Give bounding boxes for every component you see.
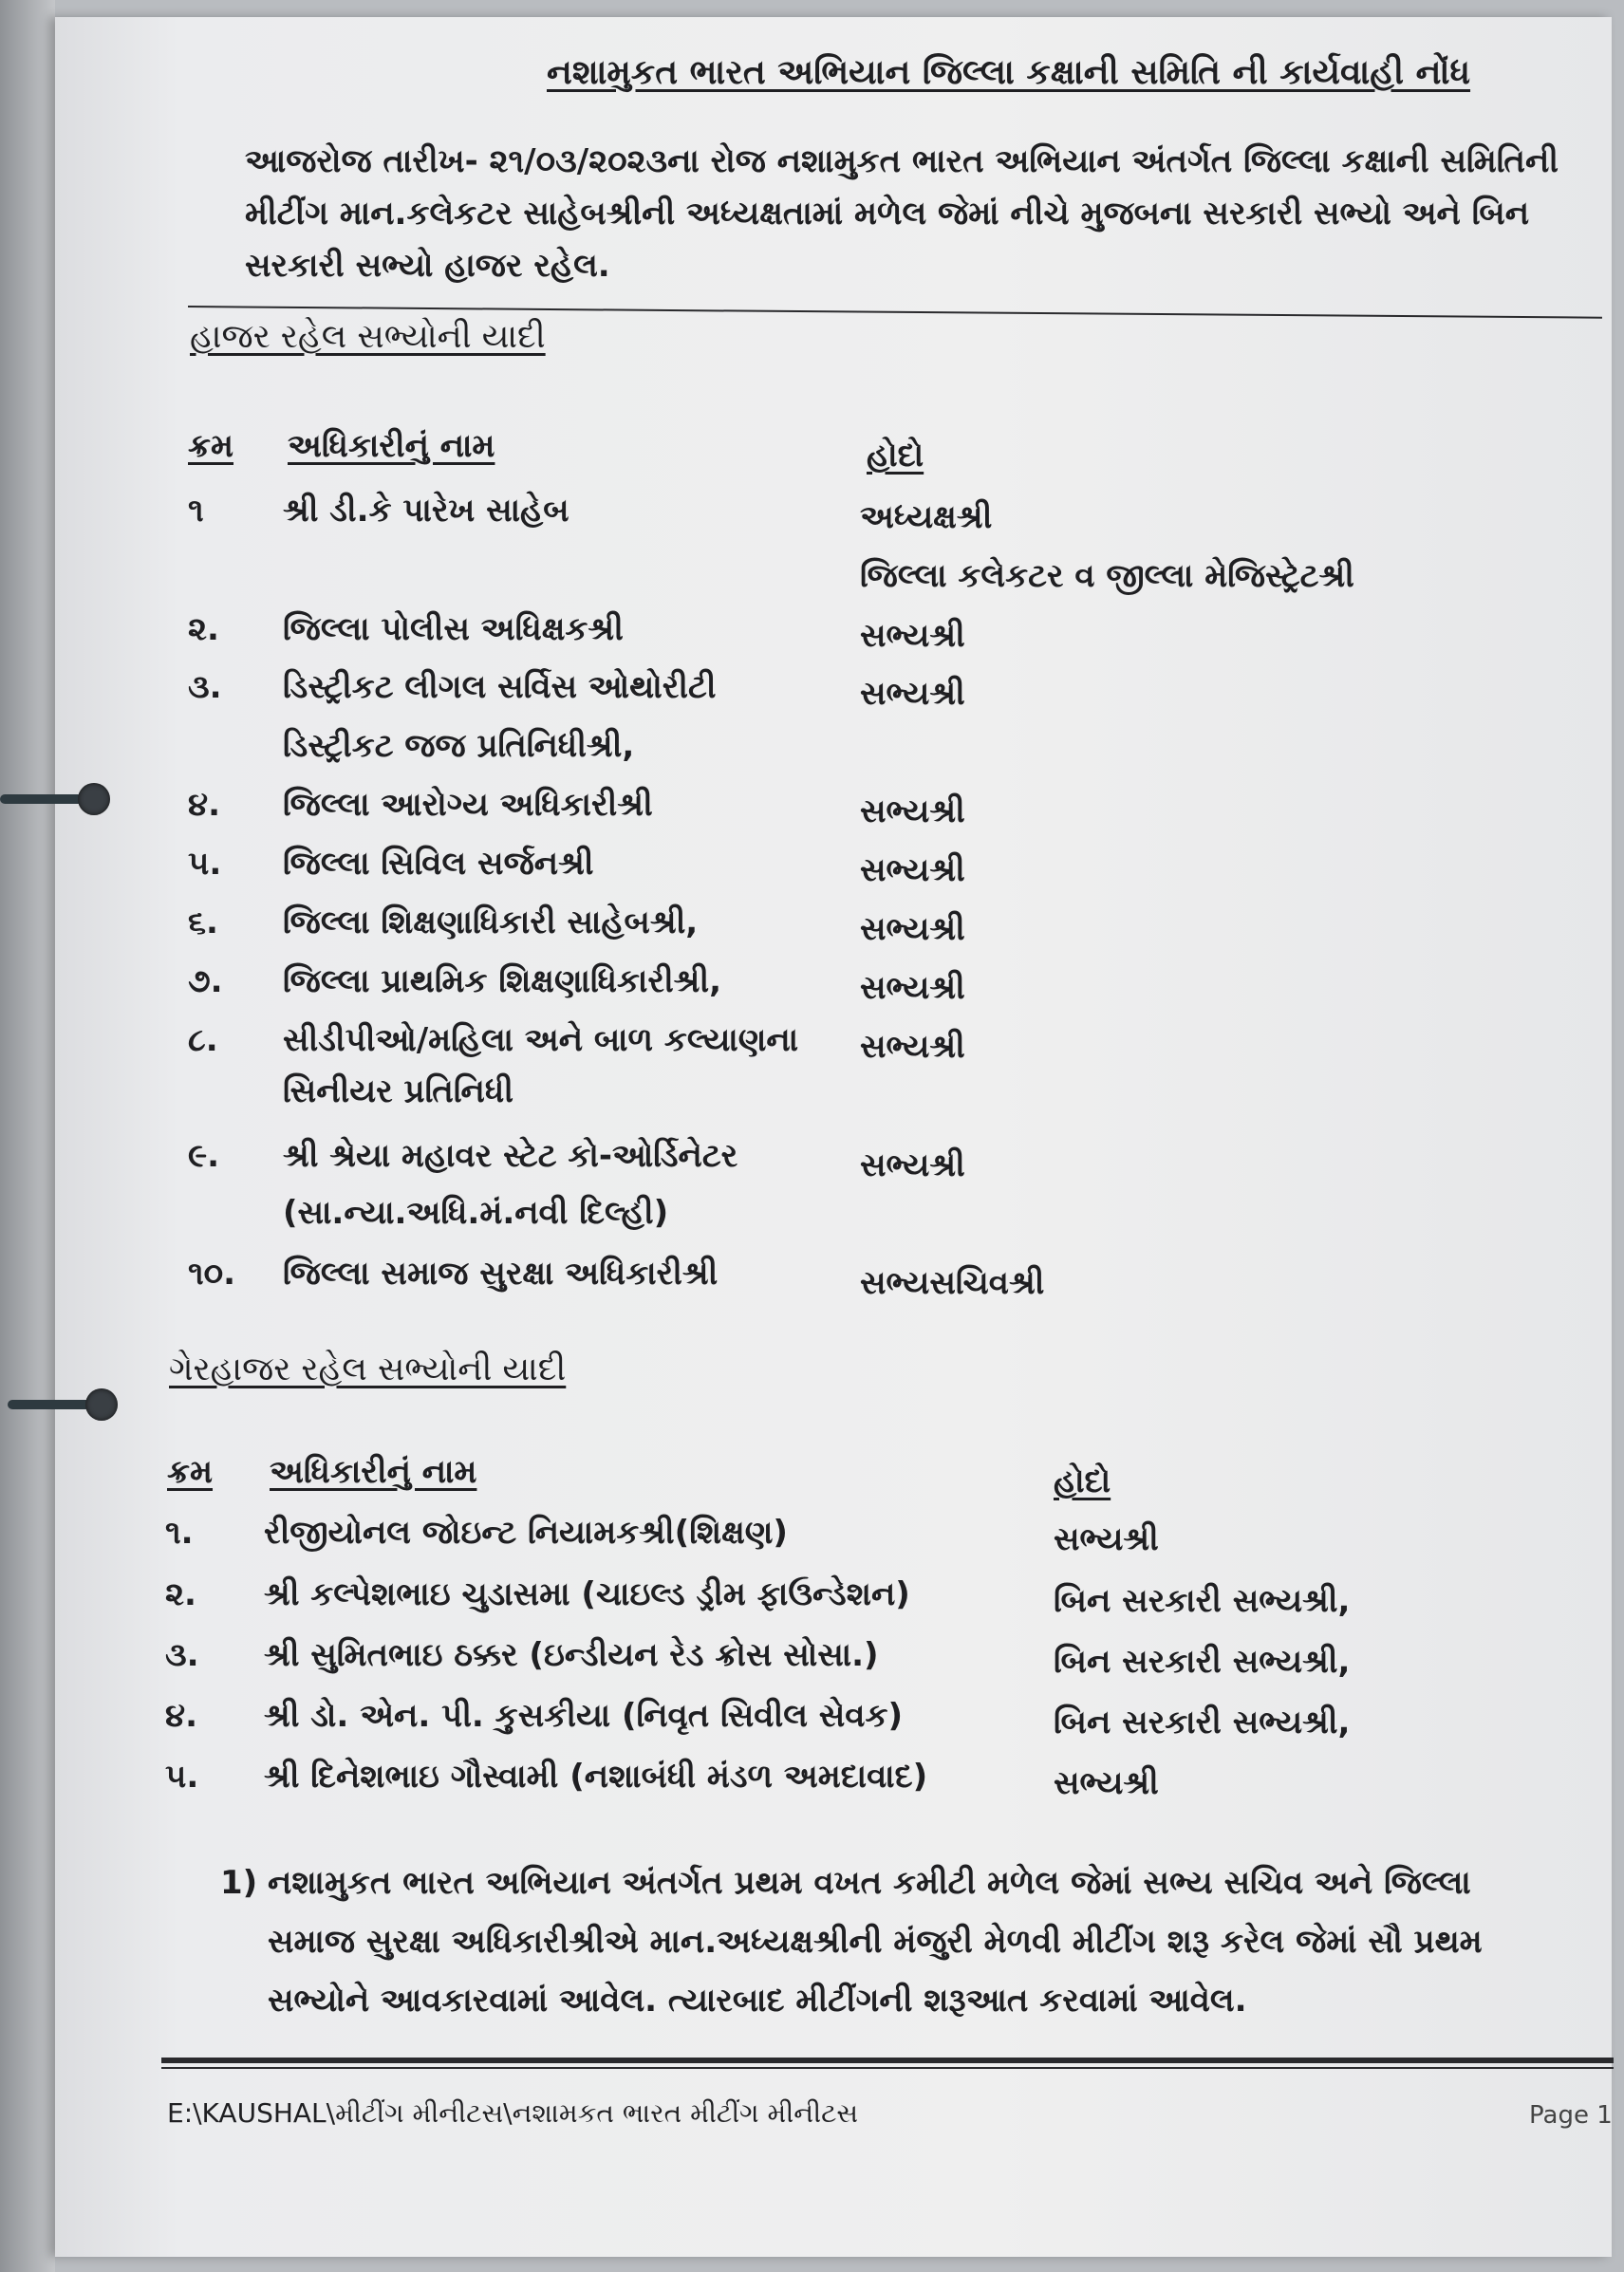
present-row-role: સભ્યશ્રી bbox=[860, 1146, 965, 1184]
header-divider bbox=[188, 306, 1602, 319]
binder-ring-bottom bbox=[8, 1388, 121, 1421]
intro-paragraph: આજરોજ તારીખ- ૨૧/૦૩/૨૦૨૩ના રોજ નશામુકત ભારત અભિયાન અંતર્ગત જિલ્લા કક્ષાની સમિતિની મીટીંગ માન.કલેકટર સાહેબશ્રીની અધ્યક્ષતામાં મળેલ જેમાં નીચે મુજબના સરકારી સભ્યો અને બિન સરકારી સભ્યો હાજર રહેલ. bbox=[245, 142, 1559, 285]
present-col-name: અધિકારીનું નામ bbox=[288, 427, 495, 465]
present-row-role: અધ્યક્ષશ્રી bbox=[860, 498, 993, 536]
absent-col-name: અધિકારીનું નામ bbox=[270, 1453, 477, 1491]
present-row-name: શ્રી ડી.કે પારેખ સાહેબ bbox=[283, 492, 569, 530]
absent-row-number: ૪. bbox=[165, 1697, 197, 1735]
present-row-role: જિલ્લા કલેકટર વ જીલ્લા મેજિસ્ટ્રેટશ્રી bbox=[860, 557, 1354, 595]
absent-row-name: શ્રી દિનેશભાઇ ગૌસ્વામી (નશાબંધી મંડળ અમદાવાદ) bbox=[264, 1758, 928, 1796]
document-page bbox=[55, 17, 1612, 2257]
absent-row-role: બિન સરકારી સભ્યશ્રી, bbox=[1054, 1643, 1351, 1681]
present-row-role: સભ્યશ્રી bbox=[860, 910, 965, 948]
footer-rule-thin bbox=[161, 2067, 1614, 2069]
absent-heading: ગેરહાજર રહેલ સભ્યોની યાદી bbox=[169, 1350, 567, 1388]
present-heading: હાજર રહેલ સભ્યોની યાદી bbox=[190, 318, 546, 356]
present-row-number: ૧૦. bbox=[188, 1255, 236, 1293]
present-row-name: ડિસ્ટ્રીકટ જજ પ્રતિનિધીશ્રી, bbox=[283, 727, 635, 765]
present-row-name: ડિસ્ટ્રીકટ લીગલ સર્વિસ ઓથોરીટી bbox=[283, 668, 717, 706]
present-col-role: હોદો bbox=[867, 437, 924, 475]
present-row-name: શ્રી શ્રેયા મહાવર સ્ટેટ કો-ઓર્ડિનેટર bbox=[283, 1137, 738, 1175]
absent-row-role: બિન સરકારી સભ્યશ્રી, bbox=[1054, 1704, 1351, 1741]
present-row-number: ૯. bbox=[188, 1137, 220, 1175]
absent-col-no: ક્રમ bbox=[167, 1453, 214, 1491]
present-row-role: સભ્યસચિવશ્રી bbox=[860, 1264, 1045, 1302]
present-row-name: જિલ્લા સિવિલ સર્જનશ્રી bbox=[283, 845, 594, 883]
absent-row-name: શ્રી કલ્પેશભાઇ ચુડાસમા (ચાઇલ્ડ ડ્રીમ ફાઉન્ડેશન) bbox=[264, 1575, 910, 1613]
present-row-name: સીડીપીઓ/મહિલા અને બાળ કલ્યાણના bbox=[283, 1021, 799, 1059]
absent-col-role: હોદો bbox=[1054, 1462, 1111, 1500]
point-1 bbox=[220, 1853, 1568, 2030]
present-row-role: સભ્યશ્રી bbox=[860, 969, 965, 1007]
present-row-number: ૪. bbox=[188, 786, 220, 824]
present-row-name: જિલ્લા પ્રાથમિક શિક્ષણાધિકારીશ્રી, bbox=[283, 962, 722, 1000]
absent-row-number: ૨. bbox=[165, 1575, 196, 1613]
absent-row-number: ૫. bbox=[165, 1758, 199, 1796]
present-row-name: સિનીયર પ્રતિનિધી bbox=[283, 1072, 513, 1110]
page-edge-shadow bbox=[0, 0, 55, 2272]
binder-ring-top bbox=[0, 783, 114, 815]
present-row-number: ૫. bbox=[188, 845, 222, 883]
absent-row-role: સભ્યશ્રી bbox=[1054, 1764, 1159, 1802]
present-row-role: સભ્યશ્રી bbox=[860, 1028, 965, 1066]
present-row-role: સભ્યશ્રી bbox=[860, 617, 965, 655]
absent-row-number: ૩. bbox=[165, 1636, 199, 1674]
absent-row-name: શ્રી સુમિતભાઇ ઠક્કર (ઇન્ડીયન રેડ ક્રોસ સોસા.) bbox=[264, 1636, 879, 1674]
footer-page-number: Page 1 bbox=[1529, 2101, 1613, 2130]
footer-rule-thick bbox=[161, 2058, 1614, 2063]
present-col-no: ક્રમ bbox=[188, 427, 234, 465]
page-title: નશામુકત ભારત અભિયાન જિલ્લા કક્ષાની સમિતિ ની કાર્યવાહી નોંધ bbox=[547, 53, 1471, 92]
present-row-name: જિલ્લા આરોગ્ય અધિકારીશ્રી bbox=[283, 786, 653, 824]
present-row-role: સભ્યશ્રી bbox=[860, 851, 965, 889]
absent-row-number: ૧. bbox=[165, 1514, 194, 1552]
point-1-text: નશામુકત ભારત અભિયાન અંતર્ગત પ્રથમ વખત કમીટી મળેલ જેમાં સભ્ય સચિવ અને જિલ્લા સમાજ સુરક્ષા અધિકારીશ્રીએ માન.અધ્યક્ષશ્રીની મંજુરી મેળવી મીટીંગ શરૂ કરેલ જેમાં સૌ પ્રથમ સભ્યોને આવકારવામાં આવેલ. ત્યારબાદ મીટીંગની શરૂઆત કરવામાં આવેલ. bbox=[268, 1864, 1483, 2020]
absent-row-name: શ્રી ડો. એન. પી. કુસકીયા (નિવૃત સિવીલ સેવક) bbox=[264, 1697, 904, 1735]
footer-file-path: E:\KAUSHAL\મીટીંગ મીનીટસ\નશામકત ભારત મીટીંગ મીનીટસ bbox=[167, 2097, 859, 2129]
present-row-role: સભ્યશ્રી bbox=[860, 792, 965, 830]
point-1-number: 1) bbox=[220, 1864, 258, 1902]
present-row-number: ૩. bbox=[188, 668, 222, 706]
present-row-name: જિલ્લા સમાજ સુરક્ષા અધિકારીશ્રી bbox=[283, 1255, 719, 1293]
present-row-name: (સા.ન્યા.અધિ.મં.નવી દિલ્હી) bbox=[283, 1194, 669, 1232]
present-row-number: ૬. bbox=[188, 903, 218, 941]
present-row-number: ૮. bbox=[188, 1021, 218, 1059]
present-row-number: ૨. bbox=[188, 610, 219, 648]
present-row-role: સભ્યશ્રી bbox=[860, 675, 965, 713]
absent-row-name: રીજીયોનલ જોઇન્ટ નિયામકશ્રી(શિક્ષણ) bbox=[264, 1514, 788, 1552]
present-row-name: જિલ્લા શિક્ષણાધિકારી સાહેબશ્રી, bbox=[283, 903, 699, 941]
present-row-number: ૭. bbox=[188, 962, 223, 1000]
absent-row-role: બિન સરકારી સભ્યશ્રી, bbox=[1054, 1582, 1351, 1620]
present-row-name: જિલ્લા પોલીસ અધિક્ષકશ્રી bbox=[283, 610, 624, 648]
absent-row-role: સભ્યશ્રી bbox=[1054, 1520, 1159, 1558]
present-row-number: ૧ bbox=[188, 492, 204, 530]
